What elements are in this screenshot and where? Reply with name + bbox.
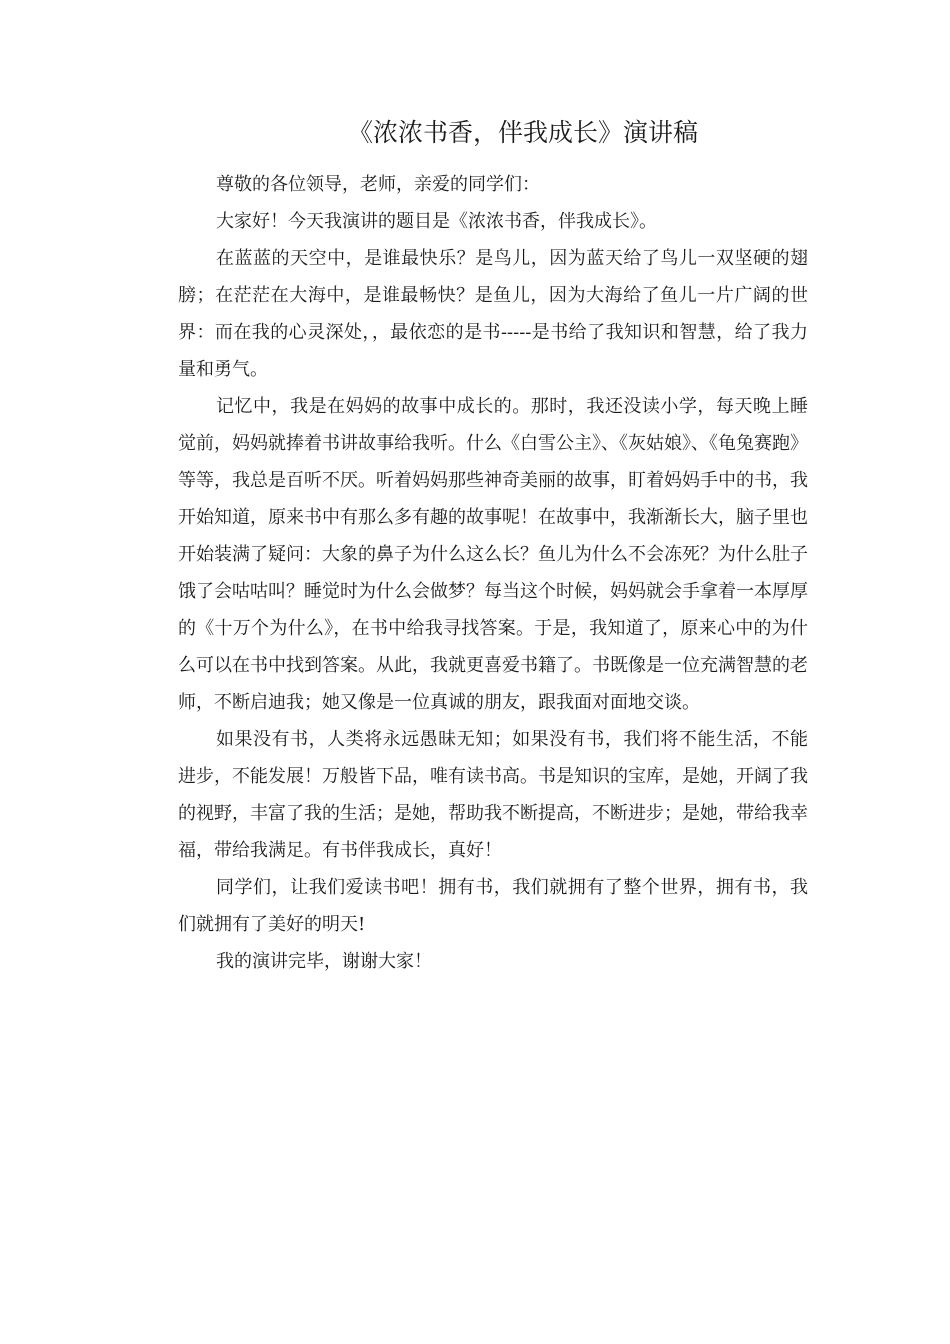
paragraph-4: 同学们，让我们爱读书吧！拥有书，我们就拥有了整个世界，拥有书，我们就拥有了美好的明天! (178, 877, 808, 935)
paragraph-closing: 我的演讲完毕，谢谢大家！ (216, 951, 432, 972)
paragraph-2: 记忆中，我是在妈妈的故事中成长的。那时，我还没读小学，每天晚上睡觉前，妈妈就捧着书讲故事给我听。什么《白雪公主》、《灰姑娘》、《龟兔赛跑》等等，我总是百听不厌。听着妈妈那些神奇美丽的故事，盯着妈妈手中的书，我开始知道，原来书中有那么多有趣的故事呢！在故事中，我渐渐长大，脑子里也开始装满了疑问：大象的鼻子为什么这么长？鱼儿为什么不会冻死？为什么肚子饿了会咕咕叫？睡觉时为什么会做梦？每当这个时候，妈妈就会手拿着一本厚厚的《十万个为什么》，在书中给我寻找答案。于是，我知道了，原来心中的为什么可以在书中找到答案。从此，我就更喜爱书籍了。书既像是一位充满智慧的老师，不断启迪我；她又像是一位真诚的朋友，跟我面对面地交谈。 (178, 396, 808, 713)
paragraph-1: 在蓝蓝的天空中，是谁最快乐？是鸟儿，因为蓝天给了鸟儿一双坚硬的翅膀；在茫茫在大海中，是谁最畅快？是鱼儿，因为大海给了鱼儿一片广阔的世界：而在我的心灵深处，，最依恋的是书-----是书给了我知识和智慧，给了我力量和勇气。 (178, 248, 808, 380)
document-body (178, 166, 808, 980)
paragraph-3: 如果没有书，人类将永远愚昧无知；如果没有书，我们将不能生活，不能进步，不能发展！万般皆下品，唯有读书高。书是知识的宝库，是她，开阔了我的视野，丰富了我的生活；是她，帮助我不断提高，不断进步；是她，带给我幸福，带给我满足。有书伴我成长，真好！ (178, 729, 808, 861)
paragraph-salutation: 尊敬的各位领导，老师，亲爱的同学们： (216, 174, 540, 195)
document-title: 《浓浓书香，伴我成长》演讲稿 (347, 118, 698, 147)
paragraph-greeting: 大家好！今天我演讲的题目是《浓浓书香，伴我成长》。 (216, 211, 657, 232)
